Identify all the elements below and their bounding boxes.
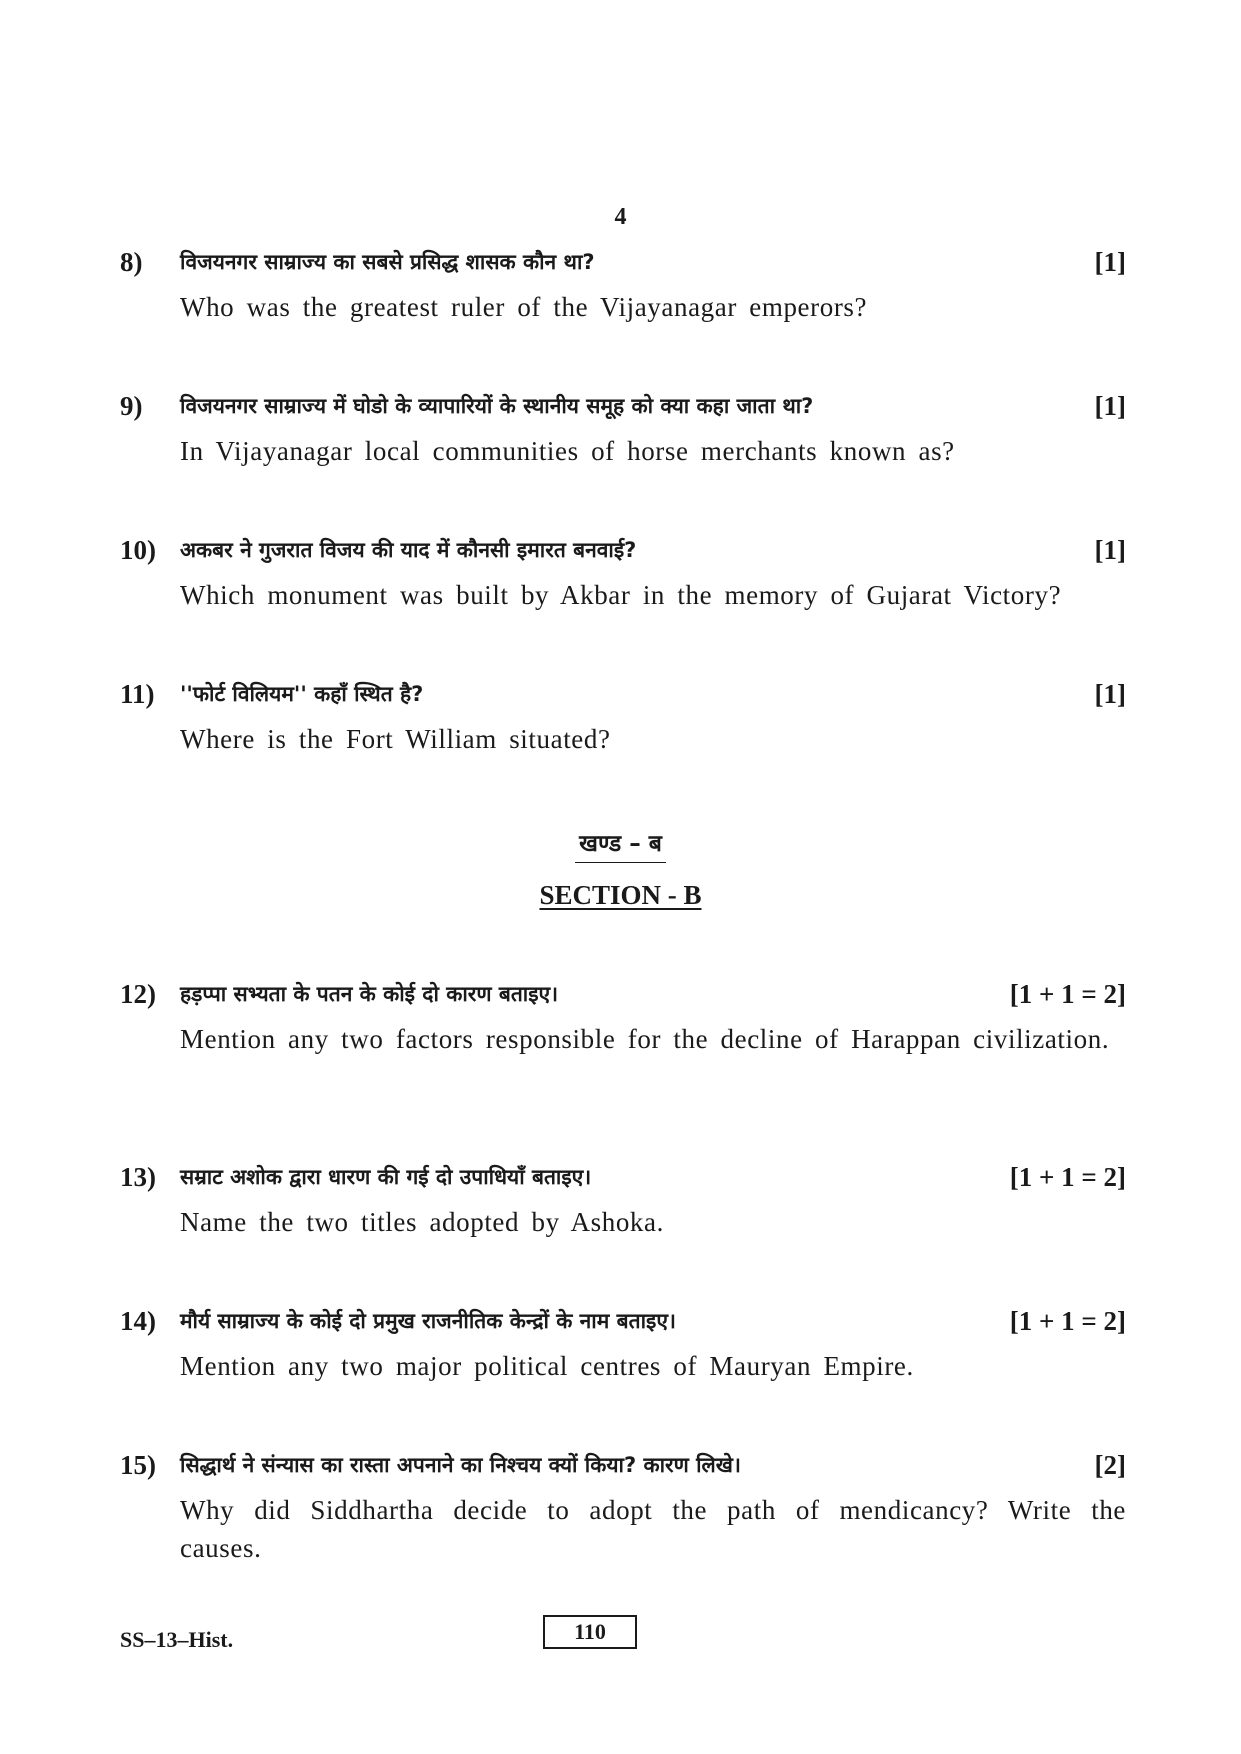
- question-number: 12): [120, 979, 156, 1009]
- question-13: [120, 1157, 1126, 1241]
- question-number: 10): [120, 535, 156, 565]
- question-8: [120, 242, 1126, 326]
- question-hindi-text: मौर्य साम्राज्य के कोई दो प्रमुख राजनीतिक केन्द्रों के नाम बताइए।: [180, 1309, 676, 1333]
- question-10: [120, 530, 1126, 614]
- question-9: [120, 386, 1126, 470]
- question-english-text: Mention any two major political centres of Mauryan Empire.: [180, 1351, 914, 1381]
- question-12: [120, 974, 1126, 1058]
- question-english-text: Mention any two factors responsible for the decline of Harappan civilization.: [180, 1024, 1110, 1054]
- question-marks: [1]: [1094, 535, 1126, 565]
- question-number: 8): [120, 247, 143, 277]
- question-14: [120, 1301, 1126, 1385]
- question-number: 15): [120, 1450, 156, 1480]
- question-hindi-text: सम्राट अशोक द्वारा धारण की गई दो उपाधियाँ बताइए।: [180, 1165, 592, 1189]
- section-heading-hindi: [0, 826, 1241, 863]
- section-heading-english: [0, 880, 1241, 911]
- question-english-text: Which monument was built by Akbar in the memory of Gujarat Victory?: [180, 580, 1062, 610]
- question-marks: [1 + 1 = 2]: [1009, 979, 1126, 1009]
- question-hindi-text: ''फोर्ट विलियम'' कहाँ स्थित है?: [180, 682, 424, 706]
- question-hindi-text: विजयनगर साम्राज्य में घोडो के व्यापारियों के स्थानीय समूह को क्या कहा जाता था?: [180, 394, 814, 418]
- footer-page-box: 110: [543, 1615, 637, 1649]
- question-marks: [2]: [1094, 1450, 1126, 1480]
- question-marks: [1 + 1 = 2]: [1009, 1306, 1126, 1336]
- question-number: 14): [120, 1306, 156, 1336]
- question-hindi-text: सिद्धार्थ ने संन्यास का रास्ता अपनाने का निश्चय क्यों किया? कारण लिखे।: [180, 1453, 741, 1477]
- question-hindi-text: हड़प्पा सभ्यता के पतन के कोई दो कारण बताइए।: [180, 982, 559, 1006]
- question-marks: [1]: [1094, 247, 1126, 277]
- question-number: 9): [120, 391, 143, 421]
- question-marks: [1]: [1094, 679, 1126, 709]
- question-english-text: Why did Siddhartha decide to adopt the path of mendicancy? Write the causes.: [180, 1495, 1126, 1563]
- question-english-text: Who was the greatest ruler of the Vijayanagar emperors?: [180, 292, 868, 322]
- question-english-text: Name the two titles adopted by Ashoka.: [180, 1207, 664, 1237]
- page-number: 4: [614, 204, 627, 230]
- section-heading-hindi-text: खण्ड – ब: [575, 826, 666, 863]
- footer-paper-code: SS–13–Hist.: [120, 1627, 234, 1652]
- question-english-text: Where is the Fort William situated?: [180, 724, 611, 754]
- question-hindi-text: अकबर ने गुजरात विजय की याद में कौनसी इमारत बनवाई?: [180, 538, 637, 562]
- question-english-text: In Vijayanagar local communities of horse merchants known as?: [180, 436, 955, 466]
- question-number: 13): [120, 1162, 156, 1192]
- question-number: 11): [120, 679, 155, 709]
- question-marks: [1 + 1 = 2]: [1009, 1162, 1126, 1192]
- section-heading-english-text: SECTION - B: [539, 880, 702, 910]
- question-hindi-text: विजयनगर साम्राज्य का सबसे प्रसिद्ध शासक कौन था?: [180, 250, 595, 274]
- question-11: [120, 674, 1126, 758]
- question-15: [120, 1445, 1126, 1567]
- question-marks: [1]: [1094, 391, 1126, 421]
